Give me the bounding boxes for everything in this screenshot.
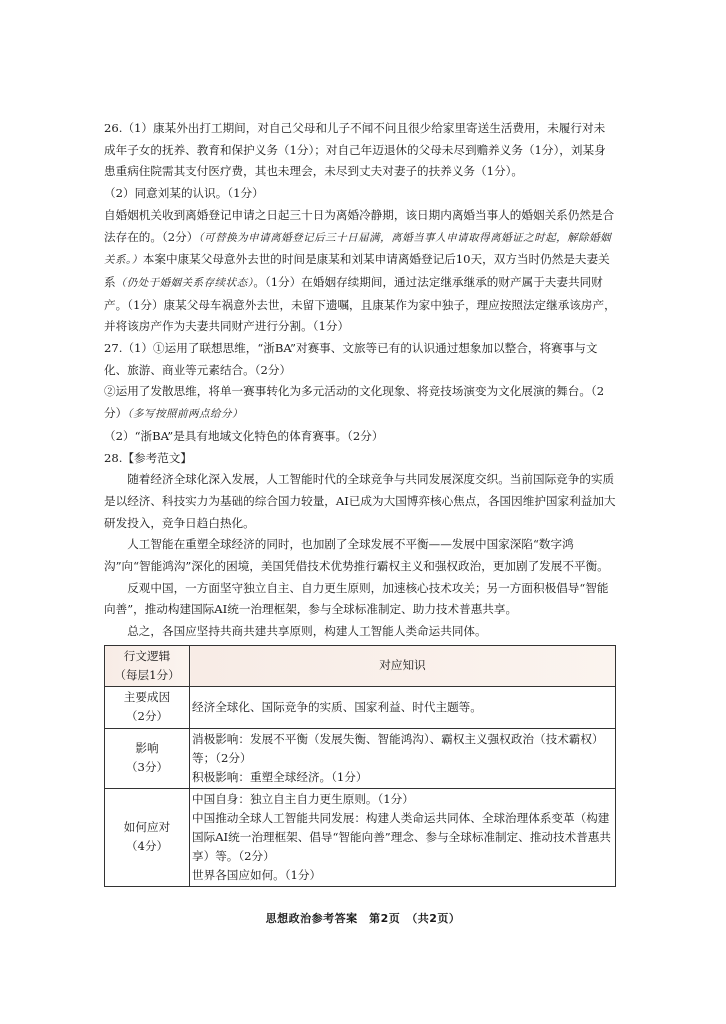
scoring-table [104, 645, 616, 887]
row-line: 世界各国应如何。（1分） [192, 867, 322, 882]
q26-part1: 26.（1）康某外出打工期间，对自己父母和儿子不闻不问且很少给家里寄送生活费用，未履行对未成年子女的抚养、教育和保护义务（1分）；对自己年迈退休的父母未尽到赡养义务（1分），刘某身患重病住院需其支付医疗费，其也未理会，未尽到丈夫对妻子的扶养义务（1分）。 [104, 121, 606, 179]
row-line: 中国自身：独立自主自力更生原则。（1分） [192, 791, 414, 806]
row-content [190, 728, 616, 788]
q27-part2: （2）“浙BA”是具有地域文化特色的体育赛事。（2分） [104, 428, 384, 443]
q26-note-2: （仍处于婚姻关系存续状态） [115, 276, 254, 289]
table-row [105, 788, 616, 886]
row-content [190, 686, 616, 728]
row-label: 主要成因 [123, 690, 171, 705]
row-points: （4分） [125, 839, 169, 854]
q28-heading: 28.【参考范文】 [104, 450, 193, 465]
q27-part1-point1: 27.（1）①运用了联想思维，“浙BA”对赛事、文旅等已有的认识通过想象加以整合，将赛事与文化、旅游、商业等元素结合。（2分） [104, 341, 598, 377]
row-points: （3分） [125, 760, 169, 775]
row-line: 经济全球化、国际竞争的实质、国家利益、时代主题等。 [192, 699, 482, 714]
header-knowledge: 对应知识 [190, 645, 616, 686]
header-logic-cell [105, 645, 190, 686]
header-logic-points: （每层1分） [114, 667, 180, 682]
row-label-cell [105, 728, 190, 788]
row-content [190, 788, 616, 886]
scoring-table-header [105, 645, 616, 686]
row-line: 消极影响：发展不平衡（发展失衡、智能鸿沟）、霸权主义强权政治（技术霸权）等；（2分） [192, 731, 604, 765]
q28-essay-para3: 反观中国，一方面坚守独立自主、自力更生原则，加速核心技术攻关；另一方面积极倡导“智能向善”，推动构建国际AI统一治理框架，参与全球标准制定、助力技术普惠共享。 [104, 580, 609, 617]
q26-note-1: （可替换为申请离婚登记后三十日届满，离婚当事人申请取得离婚证之时起，解除婚姻关系。） [104, 231, 612, 267]
row-line: 中国推动全球人工智能共同发展：构建人类命运共同体、全球治理体系变革（构建国际AI统一治理框架、倡导“智能向善”理念、参与全球标准制定、推动技术普惠共享）等。（2分） [192, 810, 611, 863]
row-label: 如何应对 [123, 820, 171, 835]
q26-text-a: 自婚姻机关收到离婚登记申请之日起三十日为离婚冷静期，该日期内离婚当事人的婚姻关系仍然是合法存在的。（2分） [104, 207, 615, 244]
q27-point2-text: ②运用了发散思维，将单一赛事转化为多元活动的文化现象、将竞技场演变为文化展演的舞台。（2分） [104, 384, 605, 421]
q26-text-c: 。（1分）在婚姻存续期间，通过法定继承继承的财产属于夫妻共同财产。（1分）康某父母车祸意外去世，未留下遗嘱，且康某作为家中独子，理应按照法定继承该房产，并将该房产作为夫妻共同财产进行分割。（1分） [104, 274, 616, 334]
q26-part2-explanation [104, 205, 616, 338]
q28-essay-para4: 总之，各国应坚持共商共建共享原则，构建人工智能人类命运共同体。 [127, 624, 487, 639]
q26-text-b: 本案中康某父母意外去世的时间是康某和刘某申请离婚登记后10天，双方当时仍然是夫妻关系 [104, 252, 610, 289]
q28-essay-para2: 人工智能在重塑全球经济的同时，也加剧了全球发展不平衡——发展中国家深陷“数字鸿沟”向“智能鸿沟”深化的困境，美国凭借技术优势推行霸权主义和强权政治，更加剧了发展不平衡。 [104, 537, 609, 574]
q26-part2: （2）同意刘某的认识。（1分） [104, 186, 264, 201]
table-row [105, 728, 616, 788]
answer-content [104, 118, 616, 887]
row-label-cell [105, 788, 190, 886]
q28-essay-para1: 随着经济全球化深入发展，人工智能时代的全球竞争与共同发展深度交织。当前国际竞争的实质是以经济、科技实力为基础的综合国力较量，AI已成为大国博弈核心焦点，各国因维护国家利益加大研发投入，竞争日趋白热化。 [104, 472, 616, 530]
row-label-cell [105, 686, 190, 728]
q27-part1-point2 [104, 381, 616, 425]
row-points: （2分） [125, 709, 169, 724]
row-label: 影响 [135, 741, 159, 756]
header-logic: 行文逻辑 [123, 648, 171, 663]
row-line: 积极影响：重塑全球经济。（1分） [192, 769, 368, 784]
table-row [105, 686, 616, 728]
page-footer: 思想政治参考答案 第2页 （共2页） [265, 912, 461, 925]
q27-note: （多写按照前两点给分） [127, 408, 243, 421]
